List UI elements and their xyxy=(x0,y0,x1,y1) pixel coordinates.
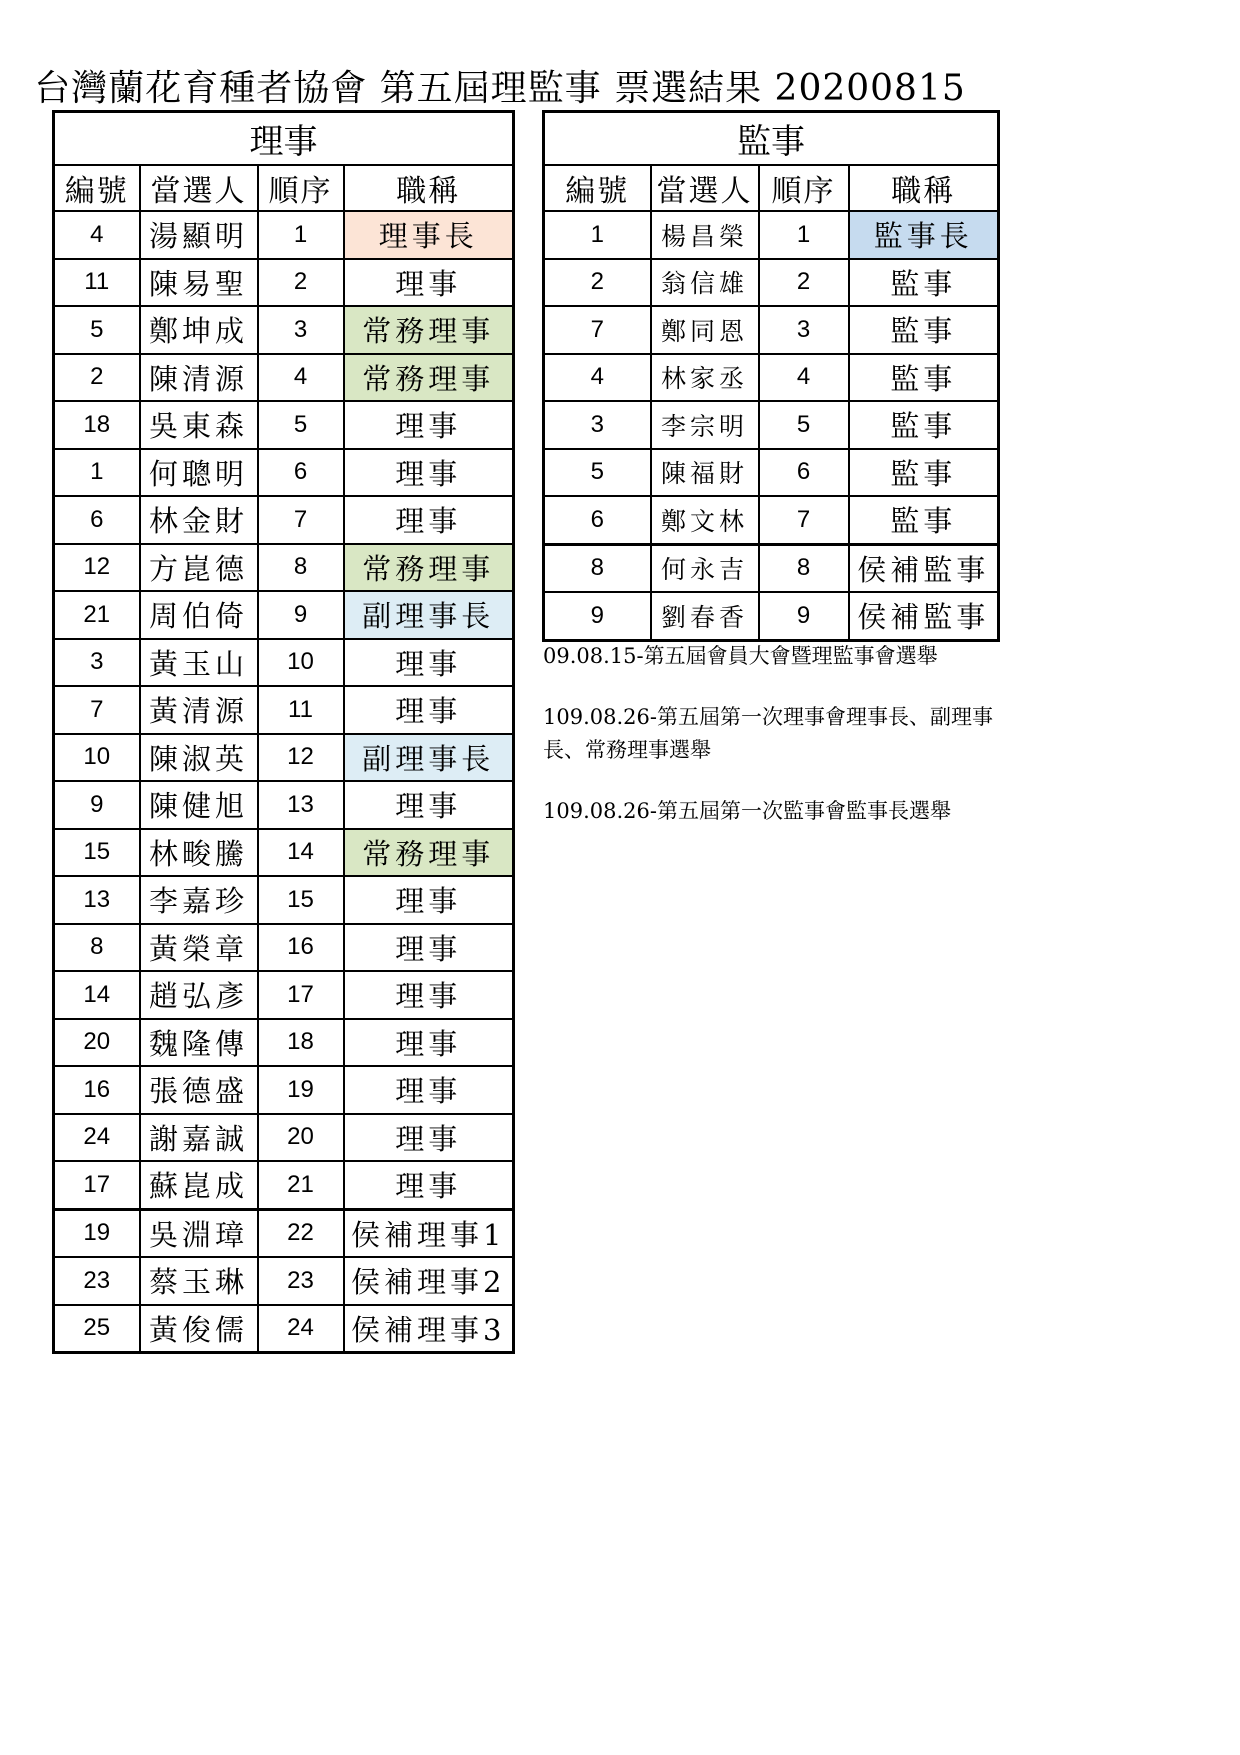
table-row xyxy=(54,1305,514,1353)
cell-name: 黃俊儒 xyxy=(140,1305,258,1353)
table-row xyxy=(54,924,514,972)
directors-section-title: 理事 xyxy=(54,112,514,166)
table-row xyxy=(544,401,999,449)
col-header-number: 編號 xyxy=(54,165,140,211)
cell-order: 10 xyxy=(258,639,344,687)
cell-title: 監事 xyxy=(849,259,999,307)
cell-order: 11 xyxy=(258,686,344,734)
cell-title: 監事 xyxy=(849,496,999,544)
cell-number: 3 xyxy=(54,639,140,687)
cell-name: 陳清源 xyxy=(140,354,258,402)
cell-number: 2 xyxy=(544,259,651,307)
cell-order: 4 xyxy=(258,354,344,402)
cell-number: 8 xyxy=(54,924,140,972)
table-row xyxy=(54,876,514,924)
cell-name: 蔡玉琳 xyxy=(140,1257,258,1305)
table-row xyxy=(54,1019,514,1067)
cell-name: 翁信雄 xyxy=(651,259,759,307)
col-header-elected: 當選人 xyxy=(651,165,759,211)
cell-number: 16 xyxy=(54,1066,140,1114)
cell-title: 理事 xyxy=(344,449,514,497)
table-row xyxy=(54,401,514,449)
cell-order: 9 xyxy=(258,591,344,639)
table-row xyxy=(544,259,999,307)
table-row xyxy=(544,449,999,497)
cell-name: 鄭坤成 xyxy=(140,306,258,354)
supervisors-column-header-row xyxy=(544,165,999,211)
cell-order: 5 xyxy=(759,401,849,449)
cell-order: 6 xyxy=(759,449,849,497)
cell-number: 18 xyxy=(54,401,140,449)
cell-name: 方崑德 xyxy=(140,544,258,592)
cell-name: 魏隆傳 xyxy=(140,1019,258,1067)
cell-number: 14 xyxy=(54,971,140,1019)
table-row xyxy=(544,306,999,354)
cell-number: 1 xyxy=(544,211,651,259)
cell-order: 2 xyxy=(258,259,344,307)
cell-order: 5 xyxy=(258,401,344,449)
cell-title: 理事 xyxy=(344,876,514,924)
cell-title: 理事 xyxy=(344,639,514,687)
supervisors-section-header-row xyxy=(544,112,999,166)
cell-number: 9 xyxy=(54,781,140,829)
cell-order: 14 xyxy=(258,829,344,877)
table-row xyxy=(54,449,514,497)
cell-number: 7 xyxy=(54,686,140,734)
directors-table xyxy=(52,110,515,1354)
cell-number: 2 xyxy=(54,354,140,402)
table-row xyxy=(54,496,514,544)
cell-order: 6 xyxy=(258,449,344,497)
cell-title: 侯補理事3 xyxy=(344,1305,514,1353)
cell-number: 6 xyxy=(54,496,140,544)
cell-name: 陳健旭 xyxy=(140,781,258,829)
cell-name: 黃清源 xyxy=(140,686,258,734)
cell-title: 理事 xyxy=(344,924,514,972)
table-row xyxy=(544,592,999,640)
cell-number: 10 xyxy=(54,734,140,782)
cell-title: 理事 xyxy=(344,1066,514,1114)
note-item: 109.08.26-第五屆第一次理事會理事長、副理事長、常務理事選舉 xyxy=(543,705,993,762)
cell-name: 劉春香 xyxy=(651,592,759,640)
table-row xyxy=(54,829,514,877)
table-row xyxy=(54,211,514,259)
col-header-elected: 當選人 xyxy=(140,165,258,211)
table-row xyxy=(54,734,514,782)
cell-title: 常務理事 xyxy=(344,829,514,877)
cell-name: 楊昌榮 xyxy=(651,211,759,259)
cell-number: 4 xyxy=(544,354,651,402)
cell-name: 趙弘彥 xyxy=(140,971,258,1019)
cell-number: 24 xyxy=(54,1114,140,1162)
cell-title: 常務理事 xyxy=(344,306,514,354)
table-row xyxy=(54,259,514,307)
cell-number: 17 xyxy=(54,1161,140,1209)
cell-title: 監事 xyxy=(849,354,999,402)
cell-name: 林家丞 xyxy=(651,354,759,402)
cell-number: 20 xyxy=(54,1019,140,1067)
note-item: 109.08.26-第五屆第一次監事會監事長選舉 xyxy=(543,799,951,823)
table-row xyxy=(544,211,999,259)
col-header-order: 順序 xyxy=(258,165,344,211)
cell-order: 7 xyxy=(258,496,344,544)
cell-title: 常務理事 xyxy=(344,354,514,402)
cell-order: 4 xyxy=(759,354,849,402)
cell-order: 23 xyxy=(258,1257,344,1305)
cell-number: 12 xyxy=(54,544,140,592)
cell-title: 理事 xyxy=(344,686,514,734)
cell-order: 15 xyxy=(258,876,344,924)
table-row xyxy=(54,1209,514,1257)
cell-name: 林畯騰 xyxy=(140,829,258,877)
cell-title: 侯補理事1 xyxy=(344,1209,514,1257)
cell-number: 15 xyxy=(54,829,140,877)
directors-section-header-row xyxy=(54,112,514,166)
cell-title: 理事 xyxy=(344,781,514,829)
table-row xyxy=(54,686,514,734)
cell-name: 黃榮章 xyxy=(140,924,258,972)
col-header-number: 編號 xyxy=(544,165,651,211)
table-row xyxy=(544,354,999,402)
election-notes xyxy=(543,640,1003,856)
table-row xyxy=(54,306,514,354)
cell-title: 監事 xyxy=(849,306,999,354)
cell-order: 22 xyxy=(258,1209,344,1257)
page-title: 台灣蘭花育種者協會 第五屆理監事 票選結果 20200815 xyxy=(34,68,966,109)
cell-order: 19 xyxy=(258,1066,344,1114)
table-row xyxy=(54,591,514,639)
cell-number: 19 xyxy=(54,1209,140,1257)
cell-order: 7 xyxy=(759,496,849,544)
cell-title: 理事 xyxy=(344,496,514,544)
cell-title: 理事 xyxy=(344,259,514,307)
cell-number: 13 xyxy=(54,876,140,924)
table-row xyxy=(544,544,999,592)
cell-order: 12 xyxy=(258,734,344,782)
cell-title: 理事 xyxy=(344,1019,514,1067)
cell-title: 副理事長 xyxy=(344,591,514,639)
col-header-title: 職稱 xyxy=(849,165,999,211)
cell-title: 監事 xyxy=(849,449,999,497)
cell-name: 李宗明 xyxy=(651,401,759,449)
cell-title: 侯補監事 xyxy=(849,592,999,640)
cell-name: 何聰明 xyxy=(140,449,258,497)
table-row xyxy=(54,1257,514,1305)
table-row xyxy=(54,1161,514,1209)
table-row xyxy=(544,496,999,544)
cell-number: 11 xyxy=(54,259,140,307)
note-item: 09.08.15-第五屆會員大會暨理監事會選舉 xyxy=(543,644,938,668)
cell-name: 湯顯明 xyxy=(140,211,258,259)
cell-order: 3 xyxy=(759,306,849,354)
cell-name: 吳淵璋 xyxy=(140,1209,258,1257)
cell-order: 24 xyxy=(258,1305,344,1353)
table-row xyxy=(54,354,514,402)
cell-number: 25 xyxy=(54,1305,140,1353)
cell-name: 陳易聖 xyxy=(140,259,258,307)
cell-title: 監事長 xyxy=(849,211,999,259)
cell-order: 16 xyxy=(258,924,344,972)
cell-name: 蘇崑成 xyxy=(140,1161,258,1209)
cell-title: 理事 xyxy=(344,401,514,449)
cell-number: 7 xyxy=(544,306,651,354)
cell-order: 2 xyxy=(759,259,849,307)
table-row xyxy=(54,971,514,1019)
cell-title: 副理事長 xyxy=(344,734,514,782)
directors-column-header-row xyxy=(54,165,514,211)
cell-name: 黃玉山 xyxy=(140,639,258,687)
cell-order: 8 xyxy=(759,544,849,592)
supervisors-table xyxy=(542,110,1000,642)
cell-number: 3 xyxy=(544,401,651,449)
cell-order: 1 xyxy=(759,211,849,259)
cell-order: 1 xyxy=(258,211,344,259)
cell-title: 理事 xyxy=(344,1114,514,1162)
cell-number: 9 xyxy=(544,592,651,640)
table-row xyxy=(54,781,514,829)
col-header-order: 順序 xyxy=(759,165,849,211)
cell-title: 理事長 xyxy=(344,211,514,259)
cell-order: 17 xyxy=(258,971,344,1019)
cell-order: 3 xyxy=(258,306,344,354)
cell-number: 21 xyxy=(54,591,140,639)
cell-order: 13 xyxy=(258,781,344,829)
cell-title: 侯補監事 xyxy=(849,544,999,592)
cell-title: 理事 xyxy=(344,971,514,1019)
cell-number: 5 xyxy=(544,449,651,497)
cell-number: 1 xyxy=(54,449,140,497)
cell-name: 吳東森 xyxy=(140,401,258,449)
cell-name: 周伯倚 xyxy=(140,591,258,639)
cell-title: 常務理事 xyxy=(344,544,514,592)
supervisors-section-title: 監事 xyxy=(544,112,999,166)
cell-number: 5 xyxy=(54,306,140,354)
table-row xyxy=(54,1114,514,1162)
cell-order: 20 xyxy=(258,1114,344,1162)
cell-title: 侯補理事2 xyxy=(344,1257,514,1305)
table-row xyxy=(54,639,514,687)
cell-title: 監事 xyxy=(849,401,999,449)
cell-name: 張德盛 xyxy=(140,1066,258,1114)
table-row xyxy=(54,544,514,592)
col-header-title: 職稱 xyxy=(344,165,514,211)
cell-order: 21 xyxy=(258,1161,344,1209)
cell-name: 鄭同恩 xyxy=(651,306,759,354)
cell-name: 謝嘉誠 xyxy=(140,1114,258,1162)
cell-number: 8 xyxy=(544,544,651,592)
cell-order: 8 xyxy=(258,544,344,592)
cell-name: 林金財 xyxy=(140,496,258,544)
cell-order: 9 xyxy=(759,592,849,640)
cell-order: 18 xyxy=(258,1019,344,1067)
table-row xyxy=(54,1066,514,1114)
cell-number: 4 xyxy=(54,211,140,259)
cell-number: 23 xyxy=(54,1257,140,1305)
cell-number: 6 xyxy=(544,496,651,544)
cell-name: 何永吉 xyxy=(651,544,759,592)
cell-name: 鄭文林 xyxy=(651,496,759,544)
cell-name: 李嘉珍 xyxy=(140,876,258,924)
cell-title: 理事 xyxy=(344,1161,514,1209)
cell-name: 陳福財 xyxy=(651,449,759,497)
cell-name: 陳淑英 xyxy=(140,734,258,782)
